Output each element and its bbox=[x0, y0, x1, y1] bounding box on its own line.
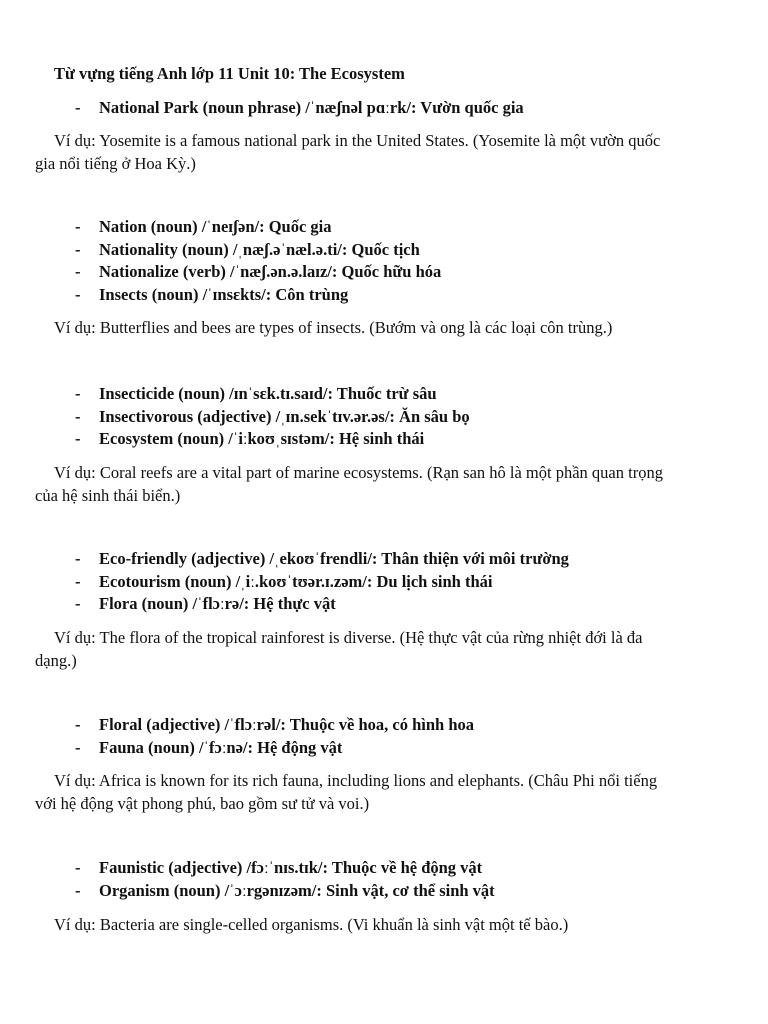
example-sentence: Ví dụ: Africa is known for its rich fauna, including lions and elephants. (Châu Phi nổi tiếng với hệ động vật phong phú, bao gồm sư tử và voi.) bbox=[35, 771, 658, 813]
bullet-dash: - bbox=[75, 858, 81, 877]
vocab-term: Nation (noun) /ˈneɪʃən/: Quốc gia bbox=[99, 217, 332, 236]
bullet-dash: - bbox=[75, 217, 81, 236]
bullet-dash: - bbox=[75, 429, 81, 448]
example-sentence: Ví dụ: Coral reefs are a vital part of marine ecosystems. (Rạn san hô là một phần quan trọng của hệ sinh thái biển.) bbox=[35, 463, 663, 505]
vocab-term: Ecotourism (noun) /ˌiː.koʊˈtʊər.ɪ.zəm/: Du lịch sinh thái bbox=[99, 571, 493, 591]
bullet-dash: - bbox=[75, 384, 81, 403]
example-sentence: Ví dụ: Yosemite is a famous national park in the United States. (Yosemite là một vườn quốc gia nổi tiếng ở Hoa Kỳ.) bbox=[35, 131, 661, 173]
example-sentence: Ví dụ: The flora of the tropical rainforest is diverse. (Hệ thực vật của rừng nhiệt đới là đa dạng.) bbox=[35, 628, 643, 670]
bullet-dash: - bbox=[75, 284, 81, 304]
vocab-term: Nationality (noun) /ˌnæʃ.əˈnæl.ə.ti/: Quốc tịch bbox=[99, 239, 420, 259]
example-sentence: Ví dụ: Bacteria are single-celled organisms. (Vi khuẩn là sinh vật một tế bào.) bbox=[54, 915, 569, 934]
vocab-term: Faunistic (adjective) /fɔːˈnɪs.tɪk/: Thuộc về hệ động vật bbox=[99, 858, 483, 877]
bullet-dash: - bbox=[75, 571, 81, 591]
vocab-term: Floral (adjective) /ˈflɔːrəl/: Thuộc về hoa, có hình hoa bbox=[99, 715, 475, 734]
vocab-term: Eco-friendly (adjective) /ˌekoʊˈfrendli/: Thân thiện với môi trường bbox=[99, 549, 569, 568]
bullet-dash: - bbox=[75, 239, 81, 259]
vocab-term: Insects (noun) /ˈɪnsɛkts/: Côn trùng bbox=[99, 284, 349, 304]
vocab-term: Insectivorous (adjective) /ˌɪn.sekˈtɪv.ər.əs/: Ăn sâu bọ bbox=[99, 406, 470, 426]
bullet-dash: - bbox=[75, 549, 81, 568]
bullet-dash: - bbox=[75, 98, 81, 117]
bullet-dash: - bbox=[75, 880, 81, 900]
vocab-term: Flora (noun) /ˈflɔːrə/: Hệ thực vật bbox=[99, 594, 336, 613]
vocab-term: Ecosystem (noun) /ˈiːkoʊˌsɪstəm/: Hệ sinh thái bbox=[99, 429, 425, 448]
vocab-term: Organism (noun) /ˈɔːrgənɪzəm/: Sinh vật, cơ thể sinh vật bbox=[99, 880, 495, 900]
example-sentence: Ví dụ: Butterflies and bees are types of insects. (Bướm và ong là các loại côn trùng.) bbox=[54, 318, 613, 337]
document-title: Từ vựng tiếng Anh lớp 11 Unit 10: The Ecosystem bbox=[54, 64, 405, 83]
bullet-dash: - bbox=[75, 262, 81, 281]
vocab-term: Insecticide (noun) /ɪnˈsɛk.tɪ.saɪd/: Thuốc trừ sâu bbox=[99, 384, 437, 403]
bullet-dash: - bbox=[75, 406, 81, 426]
vocab-term: Nationalize (verb) /ˈnæʃ.ən.ə.laɪz/: Quốc hữu hóa bbox=[99, 262, 442, 281]
bullet-dash: - bbox=[75, 715, 81, 734]
vocab-term: Fauna (noun) /ˈfɔːnə/: Hệ động vật bbox=[99, 737, 343, 757]
vocab-term: National Park (noun phrase) /ˈnæʃnəl pɑːrk/: Vườn quốc gia bbox=[99, 98, 524, 117]
bullet-dash: - bbox=[75, 737, 81, 757]
bullet-dash: - bbox=[75, 594, 81, 613]
